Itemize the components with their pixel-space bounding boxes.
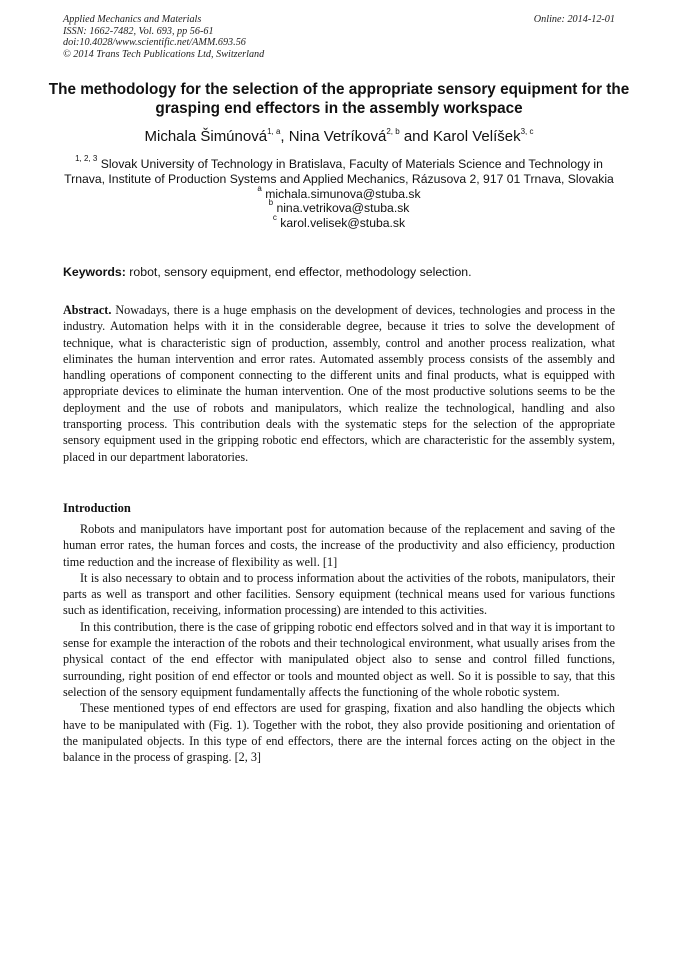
copyright-line: © 2014 Trans Tech Publications Ltd, Switzerland (63, 48, 265, 60)
author-sup: 2, b (386, 127, 400, 136)
issn-line: ISSN: 1662-7482, Vol. 693, pp 56-61 (63, 25, 214, 37)
paragraph: In this contribution, there is the case of gripping robotic end effectors solved and in that way it is important to sense for example the interaction of the robots and their technological environment, what usually arises from the physical contact of the end effector with manipulated object also to sense and control filled functions, surrounding, right position of end effector or tools and mounted object as well. So it is possible to say, that this selection of the sensory equipment fundamentally affects the functioning of the whole robotic system. (63, 619, 615, 699)
email-line: $^a$ michala.simunova@stuba.sk (257, 183, 421, 201)
online-date: Online: 2014-12-01 (533, 14, 615, 25)
abstract-label: Abstract. (63, 303, 112, 317)
paragraph: These mentioned types of end effectors are used for grasping, fixation and also handling the objects which have to be manipulated with (Fig. 1). Together with the robot, they also provide positioning and orientation of the manipulated objects. In this type of end effectors, there are the internal forces acting on the object in the balance in the process of grasping. [2, 3] (63, 701, 615, 765)
keywords (63, 265, 615, 280)
header-row-1 (63, 14, 615, 26)
publication-header (63, 14, 615, 60)
introduction-body (63, 521, 615, 765)
email-address: nina.vetrikova@stuba.sk (276, 201, 410, 216)
author-name: Nina Vetríková (288, 128, 387, 145)
paragraph: It is also necessary to obtain and to process information about the activities of the robots, manipulators, their parts as well as transport and other facilities. Sensory equipment (technical means used for various functions such as identification, receiving, information processing) are intended to this activities. (63, 570, 615, 618)
journal-name: Applied Mechanics and Materials (63, 14, 202, 25)
email-line: $^c$ karol.velisek@stuba.sk (272, 213, 406, 231)
keywords-text: robot, sensory equipment, end effector, methodology selection. (129, 265, 472, 279)
paragraph: Robots and manipulators have important post for automation because of the replacement and saving of the human error rates, the human forces and costs, the increase of the productivity and also efficiency, production time reduction and the increase of flexibility as well. [1] (63, 522, 615, 569)
author-sup: 1, a (267, 127, 281, 136)
affiliation-sup: 1, 2, 3 (75, 154, 98, 163)
affiliation-text: Slovak University of Technology in Bratislava, Faculty of Materials Science and Technology in Trnava, Institute of Production Systems and Applied Mechanics, Rázusova 2, 917 01 Trnava, Slovakia (64, 157, 614, 186)
author-name: Michala Šimúnová (144, 128, 268, 145)
abstract (63, 302, 615, 465)
author-sup: 3, c (520, 127, 534, 136)
author-name: Karol Velíšek (433, 128, 521, 145)
section-heading: Introduction (63, 501, 131, 515)
affiliation (60, 154, 618, 231)
doi-line: doi:10.4028/www.scientific.net/AMM.693.56 (63, 37, 246, 49)
paper-title: The methodology for the selection of the appropriate sensory equipment for the grasping end effectors in the assembly workspace (48, 81, 630, 117)
keywords-label: Keywords: (63, 265, 126, 279)
author-list: Michala Šimúnová$^{1, a}$, Nina Vetríková$^{2, b}$ and Karol Velíšek$^{3, c}$ (144, 127, 534, 145)
abstract-text: Nowadays, there is a huge emphasis on the development of devices, technologies and process in the industry. Automation helps with it in the considerable degree, because it tries to solve the development of technique, what is characteristic sign of production, assembly, control and another process realization, what eliminates the human intervention and error rates. Automated assembly process consists of the assembly and handling operations of component connecting to the different units and final products, what is equipped with appropriate devices to eliminate the human intervention. One of the most productive solutions seems to be the deployment and the use of robots and manipulators, which realize the technological, handling and also transporting process. This contribution deals with the systematic steps for the selection of the appropriate sensory equipment used in the gripping robotic end effectors, which are characteristic for the assembly system, placed in our department laboratories. (63, 303, 616, 464)
email-address: michala.simunova@stuba.sk (265, 186, 421, 201)
email-address: karol.velisek@stuba.sk (280, 216, 406, 231)
email-line: $^b$ nina.vetrikova@stuba.sk (268, 198, 410, 216)
